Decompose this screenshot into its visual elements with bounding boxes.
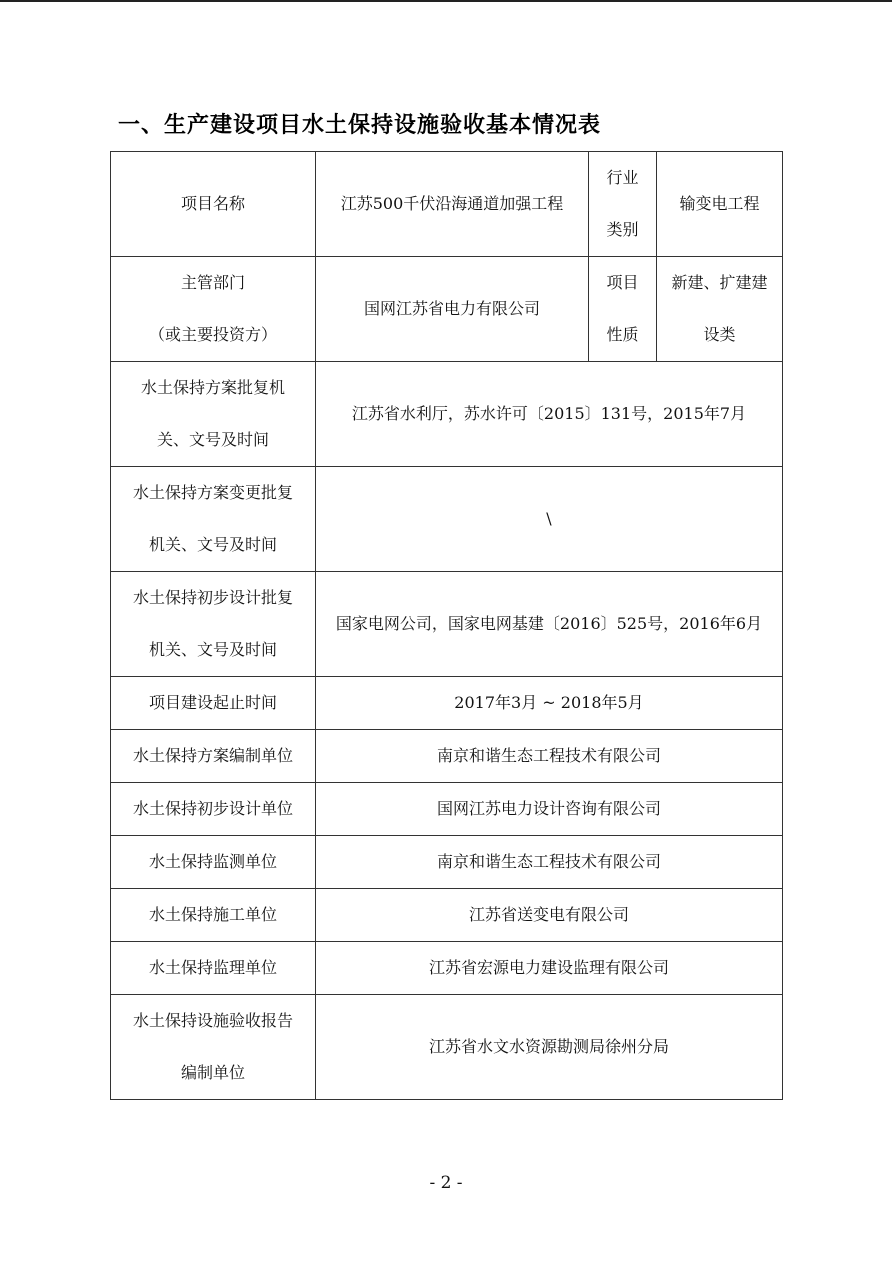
prelim-design-label-line2: 机关、文号及时间 bbox=[148, 640, 277, 659]
prelim-design-value: 国家电网公司，国家电网基建〔2016〕525号，2016年6月 bbox=[316, 572, 783, 677]
project-name-value: 江苏500千伏沿海通道加强工程 bbox=[316, 152, 589, 257]
plan-change-label bbox=[111, 467, 316, 572]
nature-value-line1: 新建、扩建建 bbox=[671, 273, 768, 292]
prelim-design-label bbox=[111, 572, 316, 677]
acceptance-info-table bbox=[110, 151, 783, 1100]
table-row bbox=[111, 152, 783, 257]
design-unit-value: 国网江苏电力设计咨询有限公司 bbox=[316, 783, 783, 836]
table-row bbox=[111, 677, 783, 730]
table-row bbox=[111, 572, 783, 677]
report-unit-value: 江苏省水文水资源勘测局徐州分局 bbox=[316, 995, 783, 1100]
table-row bbox=[111, 362, 783, 467]
table-row bbox=[111, 783, 783, 836]
top-border-line bbox=[0, 0, 892, 2]
construction-unit-value: 江苏省送变电有限公司 bbox=[316, 889, 783, 942]
report-unit-label-line1: 水土保持设施验收报告 bbox=[132, 1011, 293, 1030]
supervision-unit-value: 江苏省宏源电力建设监理有限公司 bbox=[316, 942, 783, 995]
table-row bbox=[111, 995, 783, 1100]
plan-unit-label: 水土保持方案编制单位 bbox=[111, 730, 316, 783]
construction-unit-label: 水土保持施工单位 bbox=[111, 889, 316, 942]
table-row bbox=[111, 942, 783, 995]
department-value: 国网江苏省电力有限公司 bbox=[316, 257, 589, 362]
industry-label bbox=[589, 152, 657, 257]
prelim-design-label-line1: 水土保持初步设计批复 bbox=[132, 588, 293, 607]
plan-approval-label bbox=[111, 362, 316, 467]
page-number: - 2 - bbox=[429, 1173, 463, 1193]
nature-value bbox=[657, 257, 783, 362]
nature-label bbox=[589, 257, 657, 362]
table-row bbox=[111, 730, 783, 783]
table-row bbox=[111, 836, 783, 889]
department-label-line1: 主管部门 bbox=[180, 273, 245, 292]
table-row bbox=[111, 889, 783, 942]
department-label bbox=[111, 257, 316, 362]
period-value: 2017年3月 ~ 2018年5月 bbox=[316, 677, 783, 730]
report-unit-label bbox=[111, 995, 316, 1100]
industry-label-line1: 行业 bbox=[606, 168, 639, 187]
industry-value: 输变电工程 bbox=[657, 152, 783, 257]
project-name-label: 项目名称 bbox=[111, 152, 316, 257]
supervision-unit-label: 水土保持监理单位 bbox=[111, 942, 316, 995]
plan-unit-value: 南京和谐生态工程技术有限公司 bbox=[316, 730, 783, 783]
plan-approval-value: 江苏省水利厅，苏水许可〔2015〕131号，2015年7月 bbox=[316, 362, 783, 467]
page-title: 一、生产建设项目水土保持设施验收基本情况表 bbox=[118, 113, 602, 138]
department-label-line2: （或主要投资方） bbox=[148, 325, 277, 344]
industry-label-line2: 类别 bbox=[606, 220, 639, 239]
plan-approval-label-line1: 水土保持方案批复机 bbox=[140, 378, 285, 397]
plan-change-value: \ bbox=[316, 467, 783, 572]
period-label: 项目建设起止时间 bbox=[111, 677, 316, 730]
design-unit-label: 水土保持初步设计单位 bbox=[111, 783, 316, 836]
report-unit-label-line2: 编制单位 bbox=[180, 1063, 245, 1082]
monitor-unit-label: 水土保持监测单位 bbox=[111, 836, 316, 889]
plan-change-label-line2: 机关、文号及时间 bbox=[148, 535, 277, 554]
table-row bbox=[111, 467, 783, 572]
plan-change-label-line1: 水土保持方案变更批复 bbox=[132, 483, 293, 502]
plan-approval-label-line2: 关、文号及时间 bbox=[156, 430, 269, 449]
monitor-unit-value: 南京和谐生态工程技术有限公司 bbox=[316, 836, 783, 889]
table-row bbox=[111, 257, 783, 362]
nature-label-line2: 性质 bbox=[606, 325, 639, 344]
nature-value-line2: 设类 bbox=[703, 325, 736, 344]
nature-label-line1: 项目 bbox=[606, 273, 639, 292]
